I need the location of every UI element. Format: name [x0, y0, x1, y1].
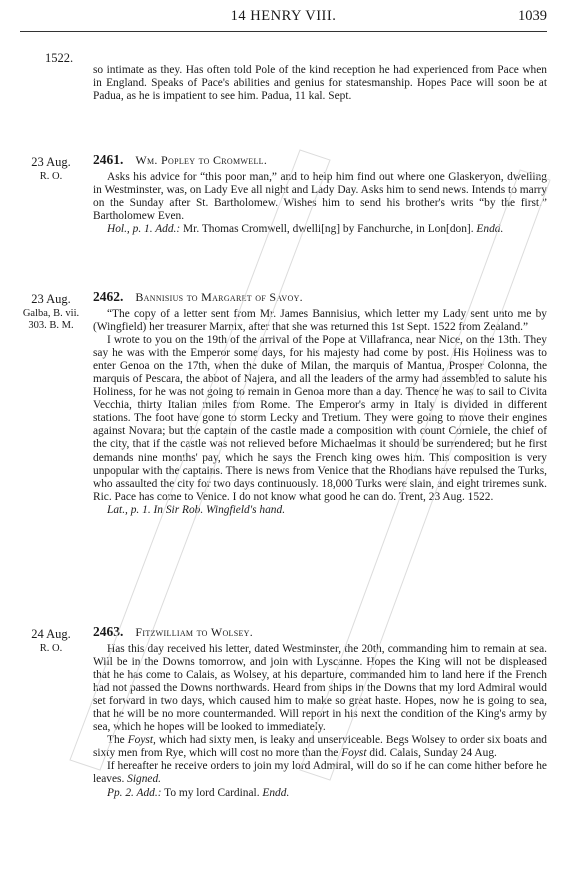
- entry-number: 2463.: [93, 624, 124, 639]
- page-number: 1039: [518, 8, 547, 24]
- entry-body-2: The Foyst, which had sixty men, is leaky and unserviceable. Begs Wolsey to order six boats and sixty men from Rye, which will cost no more than the Foyst did. Calais, Sunday 24 Aug.: [93, 734, 548, 760]
- entry-heading: [93, 153, 547, 167]
- header-rule: [20, 31, 547, 32]
- entry-2461: [93, 153, 547, 236]
- entry-2462: [93, 290, 547, 517]
- entry-body: Has this day received his letter, dated Westminster, the 20th, commanding him to remain at sea. Will be in the Downs tomorrow, and join with Lyscanne. Hopes the King will not be displeased that he has come to Calais, as Wolsey, at his departure, commanded him to land here if the French had not passed the Downs northwards. Heard from ships in the Downs that my lord Admiral would set forward in two days, which caused him to make so great haste. Hopes, now he is going to sea, that he will be no more countermanded. Will report in his next the condition of the King's army by sea, which he hopes will be looked to immediately.: [93, 643, 547, 734]
- running-title: 14 HENRY VIII.: [230, 8, 337, 24]
- entry-note: Hol., p. 1. Add.: Mr. Thomas Cromwell, dwelli[ng] by Fanchurche, in Lon[don]. Endd.: [107, 223, 504, 236]
- continuation-text: so intimate as they. Has often told Pole of the kind reception he had experienced from Pace when in England. Speaks of Pace's abilities and genius for statesmanship. Hopes Pace will soon be at Padua, as he is impatient to see him. Padua, 11 kal. Sept.: [93, 64, 547, 103]
- entry-source: R. O.: [39, 171, 63, 182]
- entry-number: 2462.: [93, 289, 124, 304]
- entry-body: I wrote to you on the 19th of the arrival of the Pope at Villafranca, near Nice, on the 13th. They say he was with the Emperor some days, for his majesty had come by post. His Holiness was to enter Genoa on the 17th, when the duke of Milan, the marquis of Mantua, Prosper Colonna, the marquis of Pescara, the abbot of Najera, and all the leaders of the army had assembled to salute his Holiness, for he was not going to remain in Genoa more than a day. Thence he was to sail to Civita Vecchia, thirty Italian miles from Rome. The Emperor's army in Italy is divided in different stations. The foot have gone to storm Lecky and Tretium. They were going to move their engines against Novara; but the captain of the castle made a composition with count Corniele, the chief of the city, that if the castle was not relieved before Michaelmas it should be surrendered; but he first demands nine months' pay, which he says the French king owes him. This composition is very unpopular with the captains. There is news from Venice that the Rhodians have repulsed the Turks, who assaulted the city for two days continuously. 18,000 Turks were slain, and eight triremes sunk. Ric. Pace has come to Venice. I do not know what good he can do. Trent, 23 Aug. 1522.: [93, 334, 547, 503]
- entry-title: Fitzwilliam to Wolsey.: [135, 625, 254, 639]
- entry-date: 24 Aug.: [31, 627, 71, 641]
- entry-2461-margin: [20, 155, 82, 183]
- entry-quote: “The copy of a letter sent from Mr. James Bannisius, which letter my Lady sent unto me by (Wingfield) her treasurer Marnix, after that she was returned this 1st Sept. 1522 from Zealand.”: [93, 308, 547, 334]
- continuation-block: [93, 64, 547, 103]
- entry-heading: [93, 290, 547, 304]
- entry-note: Lat., p. 1. In Sir Rob. Wingfield's hand.: [107, 503, 286, 516]
- entry-note: Pp. 2. Add.: To my lord Cardinal. Endd.: [107, 786, 290, 799]
- entry-title: Bannisius to Margaret of Savoy.: [135, 290, 303, 304]
- entry-source: R. O.: [39, 643, 63, 654]
- margin-year: 1522.: [45, 51, 74, 65]
- entry-title: Wm. Popley to Cromwell.: [135, 153, 268, 167]
- entry-number: 2461.: [93, 152, 124, 167]
- entry-body-3: If hereafter he receive orders to join my lord Admiral, will do so if he can come hither before he leaves. Signed.: [93, 760, 547, 786]
- entry-date: 23 Aug.: [31, 155, 71, 169]
- entry-heading: [93, 625, 547, 639]
- entry-2463: [93, 625, 547, 800]
- entry-date: 23 Aug.: [31, 292, 71, 306]
- entry-source: Galba, B. vii. 303. B. M.: [22, 308, 80, 331]
- entry-body: Asks his advice for “this poor man,” and to help him find out where one Glaskeryon, dwelling in Westminster, was, on Lady Eve all night and Lady Day. Asks him to send news. Intends to marry on the Sunday after St. Bartholomew. Wishes him to send his brother's writs “by the first.” Bartholomew Even.: [93, 171, 547, 223]
- entry-2462-margin: [20, 292, 82, 332]
- entry-2463-margin: [20, 627, 82, 655]
